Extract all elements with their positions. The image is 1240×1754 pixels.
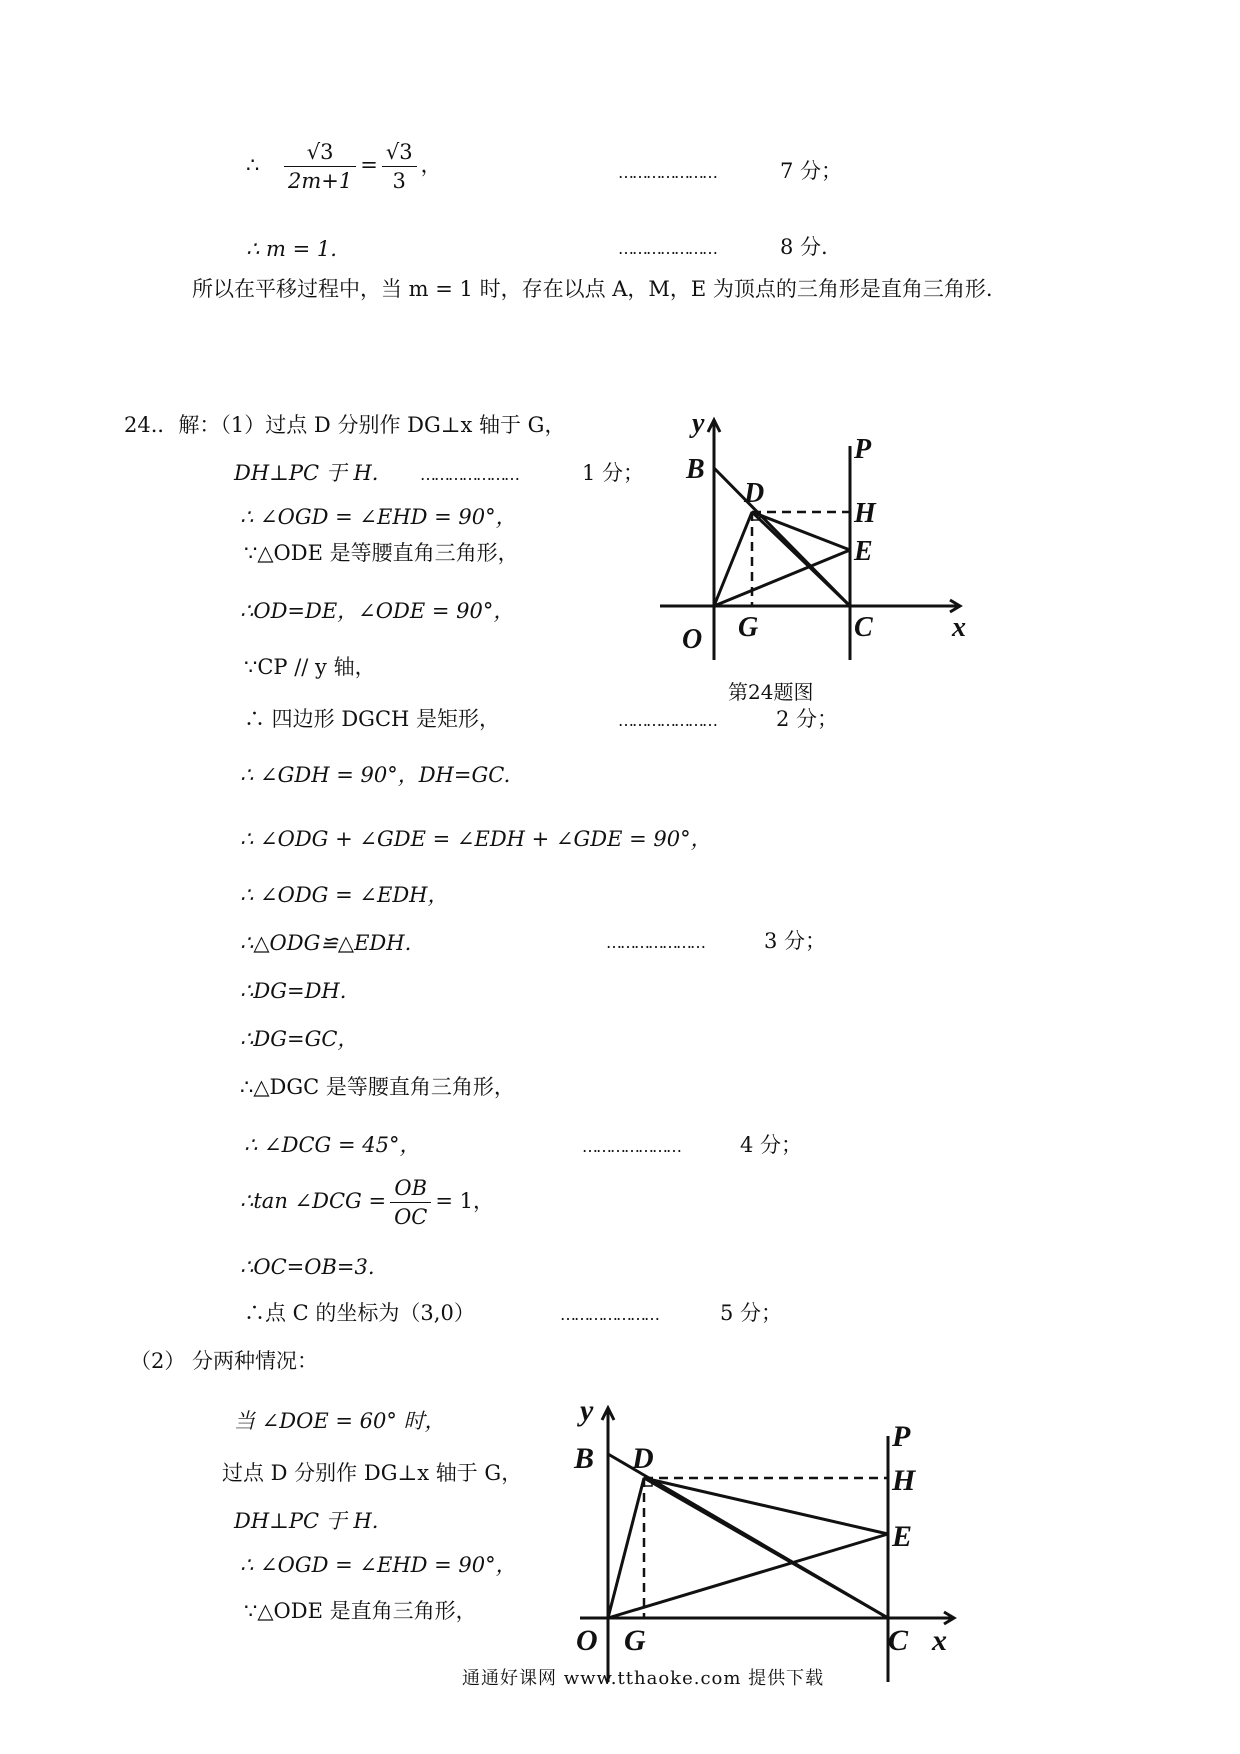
figure-24-caption: 第24题图 <box>728 680 814 704</box>
fig2-label-H: H <box>892 1464 916 1497</box>
step-l2: ∵△ODE 是等腰直角三角形， <box>244 541 519 565</box>
fig2-label-C: C <box>888 1624 909 1657</box>
q24-dh-line: DH⊥PC 于 H. <box>234 461 379 485</box>
score-5-dots: ………………… <box>560 1305 658 1324</box>
p2-l2: 过点 D 分别作 DG⊥x 轴于 G， <box>222 1461 523 1485</box>
step-l12: ∴△DGC 是等腰直角三角形， <box>240 1075 515 1099</box>
step-l11: ∴DG=GC， <box>240 1027 359 1051</box>
score-7-dots: ………………… <box>618 163 716 182</box>
tan-suffix: = 1， <box>435 1189 495 1213</box>
score-7: 7 分； <box>780 159 843 183</box>
score-1: 1 分； <box>582 461 645 485</box>
score-1-dots: ………………… <box>420 465 518 484</box>
score-3-dots: ………………… <box>606 933 704 952</box>
fraction-right-numerator: √3 <box>382 140 417 167</box>
score-4: 4 分； <box>740 1133 803 1157</box>
step-l13: ∴ ∠DCG = 45°， <box>244 1133 421 1157</box>
step-l15: ∴点 C 的坐标为（3,0） <box>244 1301 475 1325</box>
step-l10: ∴DG=DH. <box>240 979 347 1003</box>
score-2-dots: ………………… <box>618 711 716 730</box>
m-equals-line: ∴ m = 1. <box>246 237 337 261</box>
conclusion-text: 所以在平移过程中，当 m = 1 时，存在以点 A，M，E 为顶点的三角形是直角三角形. <box>192 277 993 301</box>
comma: ， <box>420 153 442 177</box>
equals-sign: = <box>360 153 378 177</box>
page-footer: 通通好课网 www.tthaoke.com 提供下载 <box>462 1668 825 1689</box>
fig2-label-P: P <box>892 1420 911 1453</box>
fraction-right <box>382 140 417 193</box>
tan-fraction <box>390 1176 431 1229</box>
score-4-dots: ………………… <box>582 1137 680 1156</box>
p2-l5: ∵△ODE 是直角三角形， <box>244 1599 477 1623</box>
fraction-right-denominator: 3 <box>392 169 406 193</box>
fig1-label-O: O <box>682 624 703 655</box>
step-l9: ∴△ODG≌△EDH. <box>240 931 412 955</box>
fig1-label-x: x <box>952 612 966 643</box>
score-5: 5 分； <box>720 1301 783 1325</box>
step-l6: ∴ ∠GDH = 90°，DH=GC. <box>240 763 511 787</box>
fig1-label-B: B <box>686 454 705 485</box>
therefore-symbol: ∴ <box>246 153 260 177</box>
fraction-left-denominator: 2m+1 <box>288 169 353 193</box>
fig1-label-H: H <box>854 498 876 529</box>
p2-l1: 当 ∠DOE = 60° 时， <box>234 1409 446 1433</box>
fig1-label-E: E <box>854 536 873 567</box>
fig1-label-D: D <box>744 478 765 509</box>
fraction-left-numerator: √3 <box>284 140 356 167</box>
tan-denominator: OC <box>394 1205 428 1229</box>
step-l1: ∴ ∠OGD = ∠EHD = 90°， <box>240 505 517 529</box>
fig2-label-D: D <box>632 1442 654 1475</box>
fig2-label-x: x <box>932 1624 947 1657</box>
step-l4: ∵CP // y 轴， <box>244 655 376 679</box>
fig1-label-P: P <box>854 434 872 465</box>
score-2: 2 分； <box>776 707 839 731</box>
step-l7: ∴ ∠ODG + ∠GDE = ∠EDH + ∠GDE = 90°， <box>240 827 712 851</box>
part2-heading: （2） 分两种情况： <box>130 1349 319 1373</box>
step-l14: ∴OC=OB=3. <box>240 1255 375 1279</box>
step-l3: ∴OD=DE，∠ODE = 90°， <box>240 599 515 623</box>
fig2-label-y: y <box>580 1396 594 1427</box>
tan-numerator: OB <box>390 1176 431 1203</box>
fraction-left <box>284 140 356 193</box>
fig2-label-O: O <box>576 1624 598 1657</box>
fig2-label-B: B <box>574 1442 595 1475</box>
p2-l4: ∴ ∠OGD = ∠EHD = 90°， <box>240 1553 517 1577</box>
fig2-label-G: G <box>624 1624 646 1657</box>
figure-24 <box>640 410 980 670</box>
figure-24-case-2 <box>560 1396 980 1688</box>
score-3: 3 分； <box>764 929 827 953</box>
step-l8: ∴ ∠ODG = ∠EDH， <box>240 883 449 907</box>
score-8: 8 分. <box>780 235 828 259</box>
score-8-dots: ………………… <box>618 239 716 258</box>
fig2-label-E: E <box>892 1520 913 1553</box>
tan-prefix: ∴tan ∠DCG = <box>240 1189 387 1213</box>
fig1-label-G: G <box>738 612 759 643</box>
q24-intro: 24.．解：（1）过点 D 分别作 DG⊥x 轴于 G， <box>124 413 566 437</box>
fig1-label-C: C <box>854 612 873 643</box>
equation-fraction-line <box>280 140 442 193</box>
tan-line <box>240 1176 494 1229</box>
fig1-label-y: y <box>692 410 705 439</box>
p2-l3: DH⊥PC 于 H. <box>234 1509 379 1533</box>
step-l5: ∴ 四边形 DGCH 是矩形， <box>244 707 501 731</box>
